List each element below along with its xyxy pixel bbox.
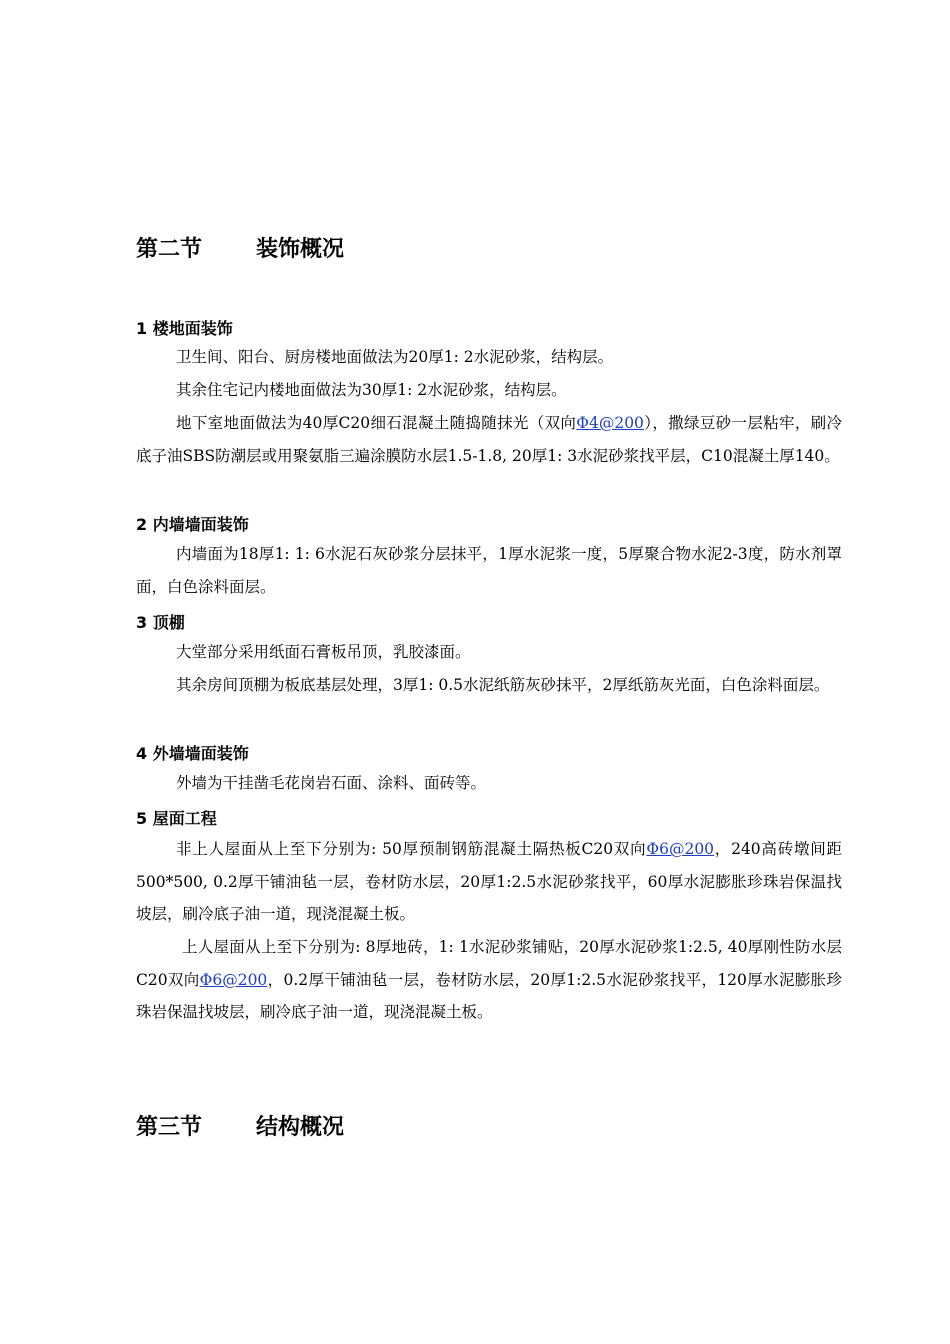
section-number: 第二节 <box>136 237 203 262</box>
paragraph: 其余房间顶棚为板底基层处理，3厚1: 0.5水泥纸筋灰砂抹平，2厚纸筋灰光面，白色涂料面层。 <box>176 676 830 694</box>
item-heading-interior-wall: 2 内墙墙面装饰 <box>136 515 249 534</box>
section-heading-3 <box>136 1110 344 1141</box>
paragraph-text: 非上人屋面从上至下分别为: 50厚预制钢筋混凝土隔热板C20双向 <box>176 840 647 858</box>
item-heading-roof: 5 屋面工程 <box>136 809 217 828</box>
section-number: 第三节 <box>136 1115 203 1140</box>
rebar-spec-link[interactable]: Φ6@200 <box>199 970 268 989</box>
paragraph <box>136 931 842 1029</box>
item-heading-ceiling: 3 顶棚 <box>136 613 185 632</box>
paragraph: 卫生间、阳台、厨房楼地面做法为20厚1: 2水泥砂浆，结构层。 <box>176 348 614 366</box>
section-heading-2 <box>136 232 344 263</box>
paragraph-text: 地下室地面做法为40厚C20细石混凝土随捣随抹光（双向 <box>176 414 577 432</box>
item-heading-exterior-wall: 4 外墙墙面装饰 <box>136 744 249 763</box>
paragraph: 大堂部分采用纸面石膏板吊顶，乳胶漆面。 <box>176 643 471 661</box>
paragraph-text: ），撒绿豆砂一层粘牢，刷冷底子油SBS防潮层或用聚氨脂三遍涂膜防水层1.5-1.8, 20厚1: 3水泥砂浆找平层，C10混凝土厚140。 <box>136 414 842 465</box>
paragraph: 外墙为干挂凿毛花岗岩石面、涂料、面砖等。 <box>176 774 487 792</box>
paragraph <box>136 407 842 472</box>
section-title: 装饰概况 <box>256 237 345 262</box>
paragraph-text: ，240高砖墩间距500*500, 0.2厚干铺油毡一层，卷材防水层，20厚1:2.5水泥砂浆找平，60厚水泥膨胀珍珠岩保温找坡层，刷冷底子油一道，现浇混凝土板。 <box>136 840 842 923</box>
rebar-spec-link[interactable]: Φ4@200 <box>576 414 644 432</box>
section-title: 结构概况 <box>256 1115 345 1140</box>
paragraph-text: 上人屋面从上至下分别为: 8厚地砖，1: 1水泥砂浆铺贴，20厚水泥砂浆1:2.5, 40厚刚性防水层C20双向 <box>136 938 842 989</box>
paragraph-text: ，0.2厚干铺油毡一层，卷材防水层，20厚1:2.5水泥砂浆找平，120厚水泥膨胀珍珠岩保温找坡层，刷冷底子油一道，现浇混凝土板。 <box>136 970 842 1021</box>
rebar-spec-link[interactable]: Φ6@200 <box>646 840 715 858</box>
paragraph: 内墙面为18厚1: 1: 6水泥石灰砂浆分层抹平，1厚水泥浆一度，5厚聚合物水泥2-3度，防水剂罩面，白色涂料面层。 <box>136 545 842 596</box>
paragraph: 其余住宅记内楼地面做法为30厚1: 2水泥砂浆，结构层。 <box>176 381 567 399</box>
paragraph <box>136 833 842 931</box>
item-heading-floor: 1 楼地面装饰 <box>136 319 233 338</box>
